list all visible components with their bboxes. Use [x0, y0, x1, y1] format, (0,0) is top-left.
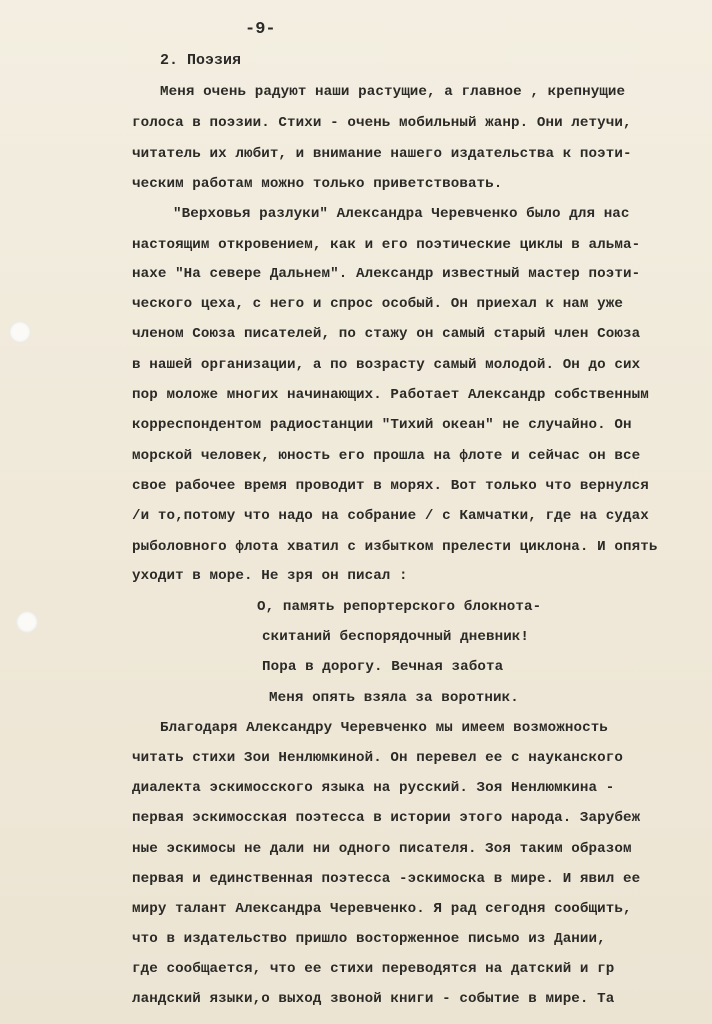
paragraph-3-line: первая эскимосская поэтесса в истории этого народа. Зарубеж [132, 810, 641, 826]
paragraph-2-line: корреспондентом радиостанции "Тихий океан" не случайно. Он [132, 417, 632, 433]
paragraph-3-line: ные эскимосы не дали ни одного писателя. Зоя таким образом [132, 841, 632, 857]
verse-line: О, память репортерского блокнота- [257, 599, 542, 615]
punch-hole-top [9, 321, 31, 343]
paragraph-3-line: читать стихи Зои Ненлюмкиной. Он перевел ее с науканского [132, 750, 623, 766]
punch-hole-bottom [16, 611, 38, 633]
paragraph-1-line: голоса в поэзии. Стихи - очень мобильный жанр. Они летучи, [132, 115, 632, 131]
section-title: 2. Поэзия [160, 52, 242, 69]
paragraph-3-line: первая и единственная поэтесса -эскимоска в мире. И явил ее [132, 871, 641, 887]
paragraph-2-line: /и то,потому что надо на собрание / с Камчатки, где на судах [132, 508, 649, 524]
paragraph-3-line: диалекта эскимосского языка на русский. Зоя Ненлюмкина - [132, 780, 615, 796]
paragraph-2-line: нахе "На севере Дальнем". Александр известный мастер поэти- [132, 266, 641, 282]
paragraph-2-line: уходит в море. Не зря он писал : [132, 568, 408, 584]
paragraph-2-line: ческого цеха, с него и спрос особый. Он приехал к нам уже [132, 296, 623, 312]
paragraph-3-line: Благодаря Александру Черевченко мы имеем возможность [160, 720, 608, 736]
paragraph-3-line: ландский языки,о выход звоной книги - событие в мире. Та [132, 991, 615, 1007]
paragraph-1-line: Меня очень радуют наши растущие, а главное , крепнущие [160, 84, 626, 100]
verse-line: Пора в дорогу. Вечная забота [262, 659, 504, 675]
verse-line: скитаний беспорядочный дневник! [262, 629, 530, 645]
paragraph-1-line: читатель их любит, и внимание нашего издательства к поэти- [132, 146, 632, 162]
paragraph-3-line: где сообщается, что ее стихи переводятся на датский и гр [132, 961, 615, 977]
paragraph-2-line: пор моложе многих начинающих. Работает Александр собственным [132, 387, 649, 403]
paragraph-2-line: свое рабочее время проводит в морях. Вот только что вернулся [132, 478, 649, 494]
paragraph-3-line: миру талант Александра Черевченко. Я рад сегодня сообщить, [132, 901, 632, 917]
paragraph-2-line: "Верховья разлуки" Александра Черевченко было для нас [173, 206, 630, 222]
paragraph-1-line: ческим работам можно только приветствовать. [132, 176, 503, 192]
page-number: -9- [245, 20, 276, 39]
verse-line: Меня опять взяла за воротник. [269, 690, 519, 706]
paragraph-2-line: морской человек, юность его прошла на флоте и сейчас он все [132, 448, 641, 464]
paragraph-3-line: что в издательство пришло восторженное письмо из Дании, [132, 931, 606, 947]
paragraph-2-line: рыболовного флота хватил с избытком прелести циклона. И опять [132, 539, 658, 555]
paragraph-2-line: членом Союза писателей, по стажу он самый старый член Союза [132, 326, 641, 342]
paragraph-2-line: настоящим откровением, как и его поэтические циклы в альма- [132, 237, 641, 253]
paragraph-2-line: в нашей организации, а по возрасту самый молодой. Он до сих [132, 357, 641, 373]
